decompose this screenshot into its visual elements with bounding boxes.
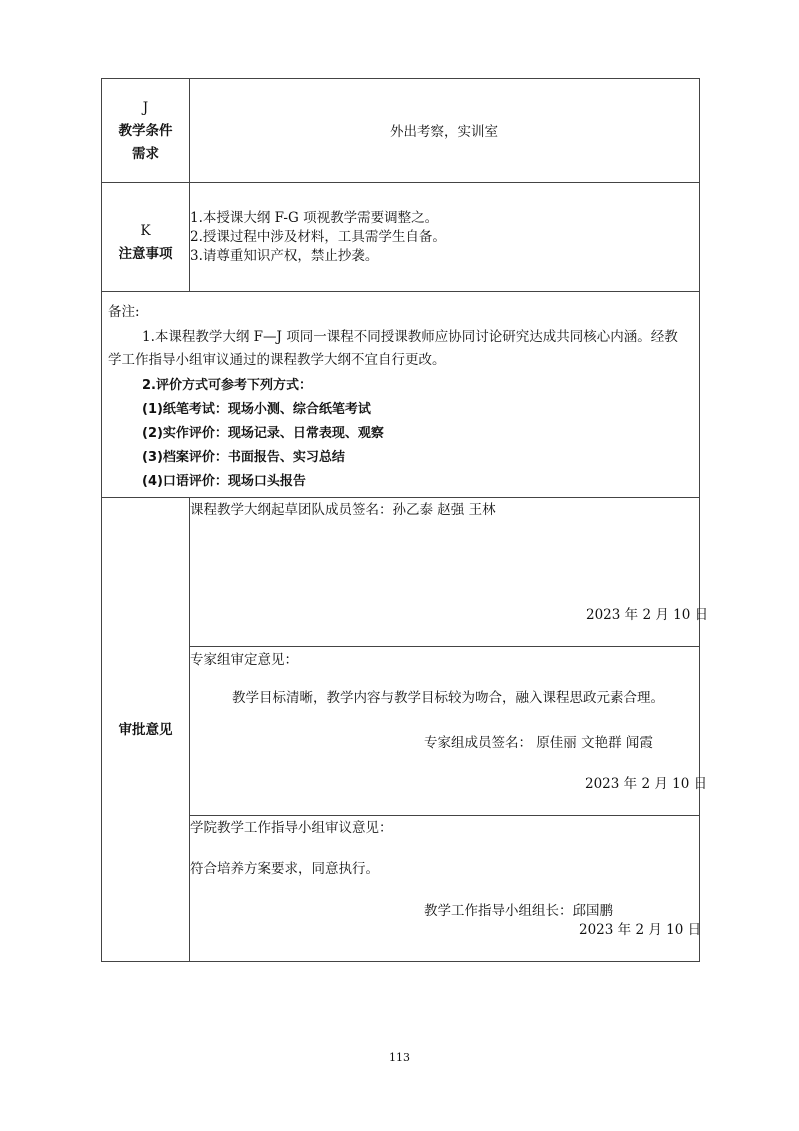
row-divider [102, 497, 699, 498]
section-k-label-text: 注意事项 [118, 246, 173, 262]
syllabus-table [101, 78, 709, 962]
remarks-eval-item: (3)档案评价：书面报告、实习总结 [142, 450, 345, 465]
remarks-eval-heading: 2.评价方式可参考下列方式： [142, 378, 312, 393]
remarks-eval-item: (4)口语评价：现场口头报告 [142, 474, 306, 489]
expert-signature: 专家组成员签名： 原佳丽 文艳群 闻霞 [424, 735, 653, 751]
section-j-label [102, 97, 189, 166]
remarks-title: 备注: [108, 304, 140, 320]
college-date: 2023 年 2 月 10 日 [579, 922, 702, 938]
row-divider [102, 291, 699, 292]
expert-date: 2023 年 2 月 10 日 [585, 776, 708, 792]
section-k-label [102, 220, 189, 266]
section-k-item: 1.本授课大纲 F-G 项视教学需要调整之。 [190, 210, 439, 226]
section-j-label-line2: 需求 [132, 146, 159, 162]
page-number: 113 [389, 1051, 410, 1064]
expert-opinion: 教学目标清晰，教学内容与教学目标较为吻合，融入课程思政元素合理。 [232, 690, 664, 706]
section-j-letter: J [142, 100, 149, 116]
column-divider [189, 497, 190, 961]
section-k-item: 3.请尊重知识产权，禁止抄袭。 [190, 248, 379, 264]
section-k-item: 2.授课过程中涉及材料，工具需学生自备。 [190, 229, 446, 245]
remarks-eval-item: (2)实作评价：现场记录、日常表现、观察 [142, 426, 384, 441]
remarks-eval-item: (1)纸笔考试：现场小测、综合纸笔考试 [142, 402, 371, 417]
section-j-content: 外出考察，实训室 [390, 124, 498, 140]
row-divider [189, 815, 699, 816]
approval-label: 审批意见 [118, 722, 173, 738]
expert-title: 专家组审定意见： [190, 652, 298, 668]
remarks-line: 学工作指导小组审议通过的课程教学大纲不宜自行更改。 [108, 352, 446, 368]
row-divider [189, 646, 699, 647]
drafting-team-signature: 课程教学大纲起草团队成员签名：孙乙泰 赵强 王林 [190, 502, 496, 518]
drafting-date: 2023 年 2 月 10 日 [586, 607, 709, 623]
section-k-letter: K [140, 223, 151, 239]
college-opinion: 符合培养方案要求，同意执行。 [190, 861, 379, 877]
section-j-label-line1: 教学条件 [118, 123, 173, 139]
college-title: 学院教学工作指导小组审议意见： [190, 820, 393, 836]
college-leader: 教学工作指导小组组长：邱国鹏 [424, 903, 613, 919]
row-divider [102, 182, 699, 183]
remarks-line: 1.本课程教学大纲 F—J 项同一课程不同授课教师应协同讨论研究达成共同核心内涵。经教 [142, 329, 678, 345]
